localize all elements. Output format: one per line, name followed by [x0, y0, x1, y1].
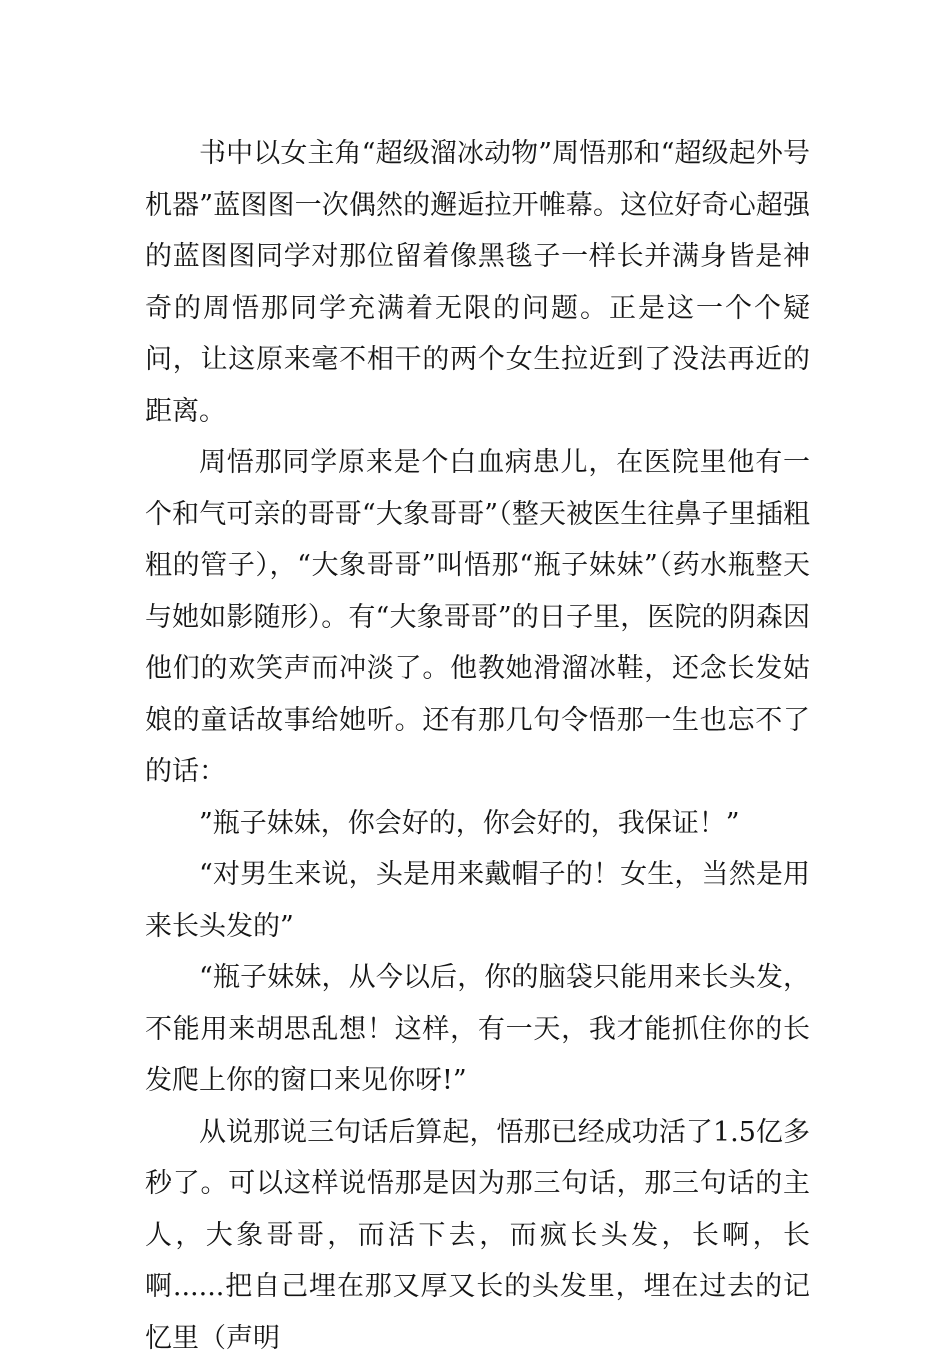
paragraph-1: 书中以女主角“超级溜冰动物”周悟那和“超级起外号机器”蓝图图一次偶然的邂逅拉开帷幕。这位好奇心超强的蓝图图同学对那位留着像黑毯子一样长并满身皆是神奇的周悟那同学充满着无限的问题。正是这一个个疑问，让这原来毫不相干的两个女生拉近到了没法再近的距离。	[145, 128, 810, 437]
document-body	[145, 128, 810, 1364]
paragraph-3: ”瓶子妹妹，你会好的，你会好的，我保证！”	[145, 798, 810, 850]
paragraph-2: 周悟那同学原来是个白血病患儿，在医院里他有一个和气可亲的哥哥“大象哥哥”（整天被医生往鼻子里插粗粗的管子），“大象哥哥”叫悟那“瓶子妹妹”（药水瓶整天与她如影随形）。有“大象哥哥”的日子里，医院的阴森因他们的欢笑声而冲淡了。他教她滑溜冰鞋，还念长发姑娘的童话故事给她听。还有那几句令悟那一生也忘不了的话：	[145, 437, 810, 798]
paragraph-5: “瓶子妹妹，从今以后，你的脑袋只能用来长头发，不能用来胡思乱想！这样，有一天，我才能抓住你的长发爬上你的窗口来见你呀!”	[145, 952, 810, 1107]
paragraph-4: “对男生来说，头是用来戴帽子的！女生，当然是用来长头发的”	[145, 849, 810, 952]
paragraph-6: 从说那说三句话后算起，悟那已经成功活了1.5亿多秒了。可以这样说悟那是因为那三句话，那三句话的主人，大象哥哥，而活下去，而疯长头发，长啊，长啊......把自己埋在那又厚又长的头发里，埋在过去的记忆里（声明	[145, 1107, 810, 1364]
